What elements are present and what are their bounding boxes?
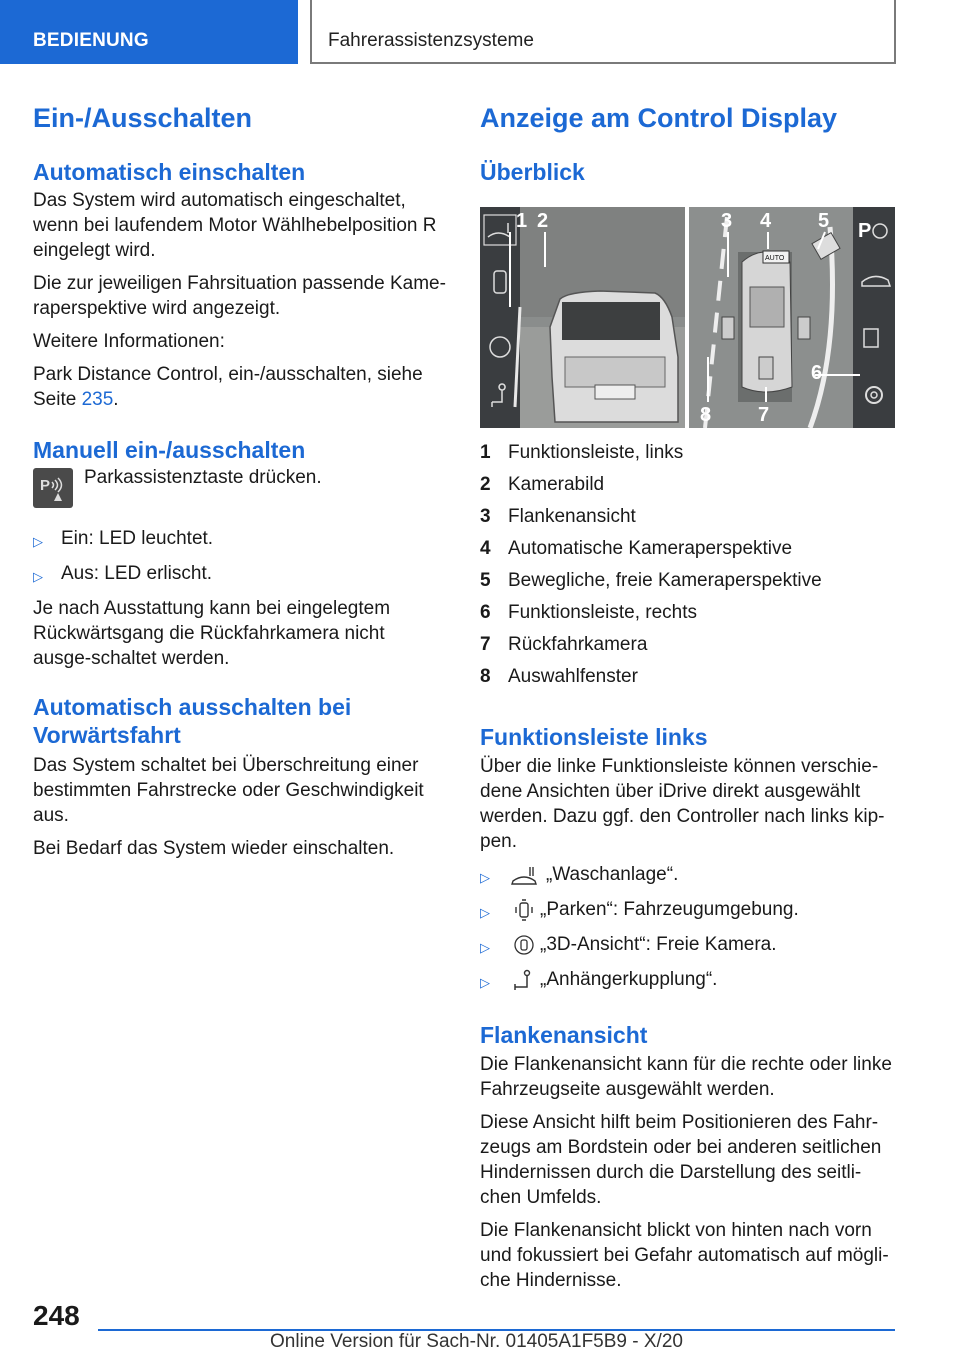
legend-number: 8: [480, 666, 491, 687]
legend-number: 2: [480, 474, 491, 495]
callout-7: 7: [758, 404, 770, 426]
heading-funktionsleiste-links: Funktionsleiste links: [480, 724, 708, 750]
button-instruction-text: Parkassistenztaste drücken.: [84, 467, 322, 488]
bullet-triangle-icon: ▷: [33, 569, 43, 584]
legend-item: [480, 629, 894, 661]
paragraph: Die Flankenansicht kann für die rechte oder linke Fahrzeugseite ausgewählt werden.: [480, 1054, 892, 1100]
legend-item: [480, 661, 894, 693]
figure-legend: [480, 437, 894, 693]
paragraph: Bei Bedarf das System wieder einschalten.: [33, 838, 395, 859]
section-tab[interactable]: BEDIENUNG: [0, 0, 298, 64]
bullet-triangle-icon: ▷: [33, 534, 43, 549]
heading-ueberblick: Überblick: [480, 159, 585, 185]
callout-3: 3: [721, 210, 733, 232]
list-item-text: „Parken“: Fahrzeugumgebung.: [540, 899, 799, 920]
legend-text: Rückfahrkamera: [508, 634, 648, 655]
heading-automatisch-ausschalten: Automatisch ausschalten bei Vorwärtsfahrt: [33, 694, 352, 748]
legend-text: Flankenansicht: [508, 506, 636, 527]
text: .: [113, 389, 119, 410]
callout-5: 5: [818, 210, 830, 232]
legend-number: 1: [480, 442, 491, 463]
legend-number: 6: [480, 602, 491, 623]
legend-number: 3: [480, 506, 491, 527]
list-item: [480, 932, 894, 960]
text: Park Distance Control, ein-/ausschalten, siehe Seite: [33, 364, 423, 410]
legend-number: 7: [480, 634, 491, 655]
right-column: [480, 100, 894, 1301]
bullet-triangle-icon: ▷: [480, 905, 490, 920]
page-link[interactable]: 235: [81, 389, 114, 410]
paragraph: Das System wird automatisch eingeschaltet, wenn bei laufendem Motor Wählhebelposition R eingelegt wird.: [33, 190, 437, 261]
svg-text:P: P: [858, 220, 872, 242]
callout-4: 4: [760, 210, 772, 232]
legend-item: [480, 469, 894, 501]
manual-bullets: [33, 526, 447, 589]
legend-text: Funktionsleiste, rechts: [508, 602, 698, 623]
heading-anzeige: Anzeige am Control Display: [480, 103, 838, 133]
paragraph: Über die linke Funktionsleiste können verschie-dene Ansichten über iDrive direkt ausgewählt werden. Dazu ggf. den Controller nach links kip-pen.: [480, 756, 885, 852]
paragraph: Die Flankenansicht blickt von hinten nach vorn und fokussiert bei Gefahr automatisch auf mögli-che Hindernisse.: [480, 1220, 889, 1291]
paragraph: Das System schaltet bei Überschreitung einer bestimmten Fahrstrecke oder Geschwindigkeit aus.: [33, 755, 424, 826]
legend-text: Bewegliche, freie Kameraperspektive: [508, 570, 822, 591]
heading-manuell: Manuell ein-/ausschalten: [33, 437, 306, 463]
legend-text: Auswahlfenster: [508, 666, 638, 687]
legend-text: Funktionsleiste, links: [508, 442, 684, 463]
paragraph: [33, 362, 447, 412]
bullet-triangle-icon: ▷: [480, 870, 490, 885]
legend-item: [480, 501, 894, 533]
callout-1: 1: [516, 210, 528, 232]
svg-text:P: P: [40, 477, 51, 494]
control-display-figure: [480, 207, 895, 428]
bullet-triangle-icon: ▷: [480, 975, 490, 990]
parking-surround-icon: [508, 897, 540, 922]
paragraph: Die zur jeweiligen Fahrsituation passende Kame-raperspektive wird angezeigt.: [33, 273, 446, 319]
heading-ein-ausschalten: Ein-/Ausschalten: [33, 103, 253, 133]
heading-flankenansicht: Flankenansicht: [480, 1022, 648, 1048]
list-item-text: „Anhängerkupplung“.: [540, 969, 718, 990]
paragraph: Je nach Ausstattung kann bei eingelegtem Rückwärtsgang die Rückfahrkamera nicht ausge-schaltet werden.: [33, 598, 391, 669]
list-item-text: „Waschanlage“.: [546, 864, 679, 885]
list-item: [480, 967, 894, 995]
callout-8: 8: [700, 404, 712, 426]
legend-item: [480, 565, 894, 597]
legend-number: 4: [480, 538, 491, 559]
footer-text: Online Version für Sach-Nr. 01405A1F5B9 - X/20: [270, 1331, 683, 1352]
list-item: [480, 862, 894, 890]
heading-automatisch-einschalten: Automatisch einschalten: [33, 159, 306, 185]
list-item-text: Aus: LED erlischt.: [61, 563, 212, 584]
list-item: [480, 897, 894, 925]
list-item: [33, 526, 447, 554]
legend-text: Kamerabild: [508, 474, 605, 495]
paragraph: Weitere Informationen:: [33, 331, 225, 352]
funcbar-list: [480, 862, 894, 995]
paragraph: Diese Ansicht hilft beim Positionieren des Fahr-zeugs am Bordstein oder bei anderen seitlichen Hindernissen durch die Darstellung des seitli-chen Umfelds.: [480, 1112, 882, 1208]
list-item-text: Ein: LED leuchtet.: [61, 528, 214, 549]
left-column: [33, 100, 447, 869]
list-item: [33, 561, 447, 589]
button-instruction: [33, 468, 447, 512]
chapter-title: Fahrerassistenzsysteme: [310, 0, 896, 64]
legend-item: [480, 437, 894, 469]
page-number: 248: [33, 1300, 80, 1331]
legend-number: 5: [480, 570, 491, 591]
bullet-triangle-icon: ▷: [480, 940, 490, 955]
3d-view-icon: [508, 932, 540, 957]
callout-2: 2: [537, 210, 549, 232]
figure-badge: AUTO: [765, 255, 785, 262]
legend-item: [480, 533, 894, 565]
legend-text: Automatische Kameraperspektive: [508, 538, 793, 559]
parking-assist-button-icon: [33, 468, 73, 508]
legend-item: [480, 597, 894, 629]
callout-6: 6: [811, 362, 823, 384]
trailer-hitch-icon: [508, 967, 540, 992]
car-wash-icon: [508, 862, 540, 887]
list-item-text: „3D-Ansicht“: Freie Kamera.: [540, 934, 777, 955]
